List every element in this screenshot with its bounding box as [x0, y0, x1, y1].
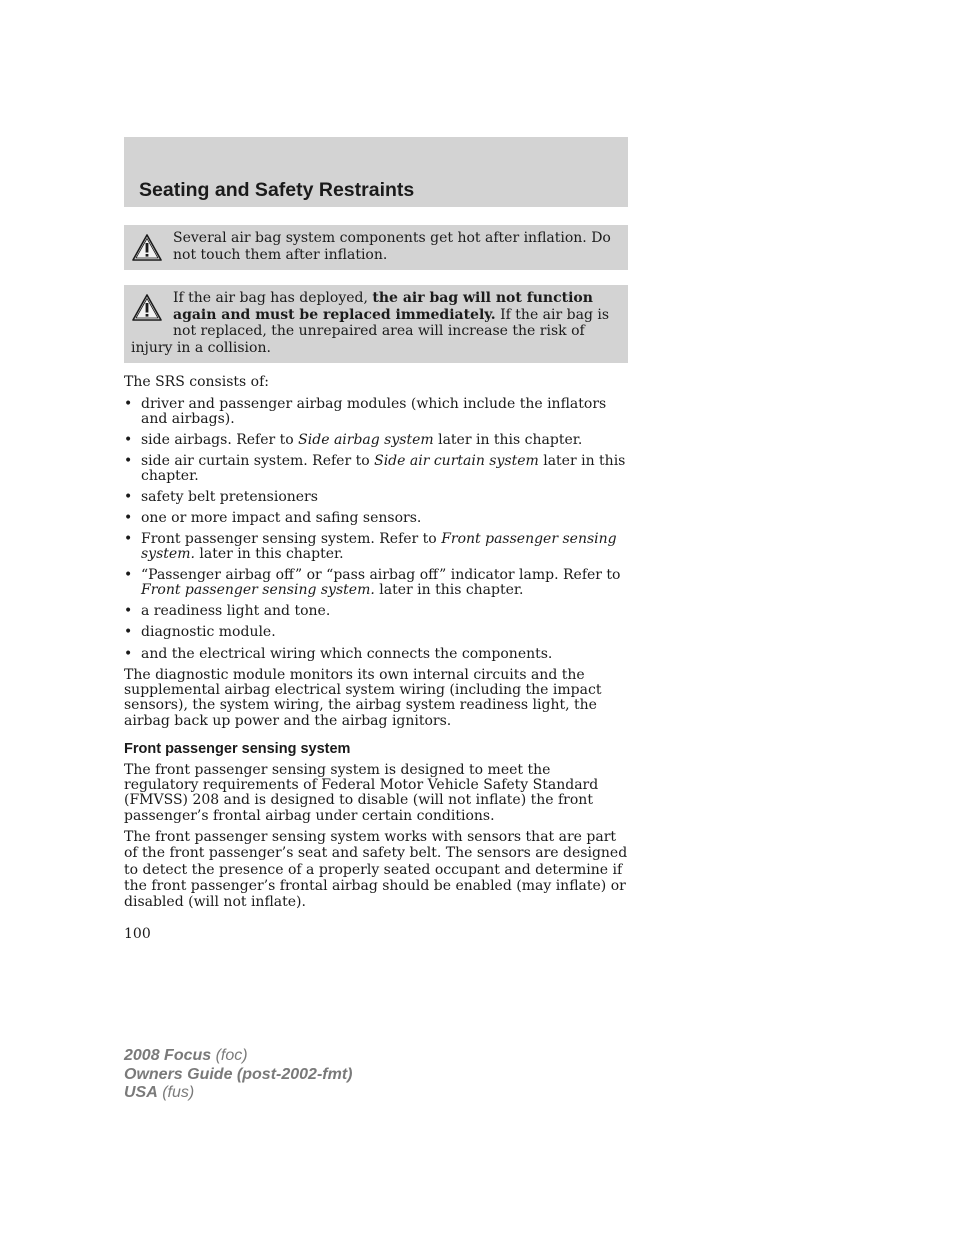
subheading: Front passenger sensing system — [124, 741, 351, 757]
warning-triangle-icon — [131, 293, 163, 323]
warning-text: Several air bag system components get hot after inflation. Do not touch them after inflation. — [173, 230, 611, 263]
list-item: • “Passenger airbag off” or “pass airbag off” indicator lamp. Refer to Front passenger sensing system. later in this chapter. — [124, 567, 621, 599]
list-item: • driver and passenger airbag modules (which include the inflators and airbags). — [124, 396, 607, 428]
warning-text: If the air bag has deployed, the air bag will not function again and must be replaced immediately. If the air bag is not replaced, the unrepaired area will increase the risk of injury in a collision. — [131, 290, 610, 356]
section-title: Seating and Safety Restraints — [139, 179, 415, 201]
list-item: • diagnostic module. — [124, 624, 276, 640]
list-item: • side air curtain system. Refer to Side air curtain system later in this chapter. — [124, 453, 626, 485]
list-item: • one or more impact and safing sensors. — [124, 510, 422, 526]
warning-box-deployed — [124, 285, 628, 363]
list-item: • Front passenger sensing system. Refer to Front passenger sensing system. later in this chapter. — [124, 531, 617, 563]
section-header — [124, 137, 628, 207]
srs-intro: The SRS consists of: — [124, 374, 269, 390]
fpss-paragraph-1: The front passenger sensing system is designed to meet the regulatory requirements of Federal Motor Vehicle Safety Standard (FMVSS) 208 and is designed to disable (will not inflate) the front passenger’s frontal airbag under certain conditions. — [124, 762, 599, 824]
list-item: • side airbags. Refer to Side airbag system later in this chapter. — [124, 432, 583, 448]
diagnostic-paragraph: The diagnostic module monitors its own internal circuits and the supplemental airbag electrical system wiring (including the impact sensors), the system wiring, the airbag system readiness light, the airbag back up power and the airbag ignitors. — [124, 667, 602, 729]
list-item: • and the electrical wiring which connects the components. — [124, 646, 553, 662]
list-item: • safety belt pretensioners — [124, 489, 318, 505]
warning-box-hot-components — [124, 225, 628, 270]
warning-triangle-icon — [131, 233, 163, 263]
page-number: 100 — [124, 926, 151, 942]
list-item: • a readiness light and tone. — [124, 603, 331, 619]
document-footer: 2008 Focus (foc) Owners Guide (post-2002-fmt) USA (fus) — [124, 1047, 353, 1101]
fpss-paragraph-2: The front passenger sensing system works with sensors that are part of the front passenger’s seat and safety belt. The sensors are designed to detect the presence of a properly seated occupant and determine if the front passenger’s frontal airbag should be enabled (may inflate) or disabled (will not inflate). — [124, 829, 628, 911]
